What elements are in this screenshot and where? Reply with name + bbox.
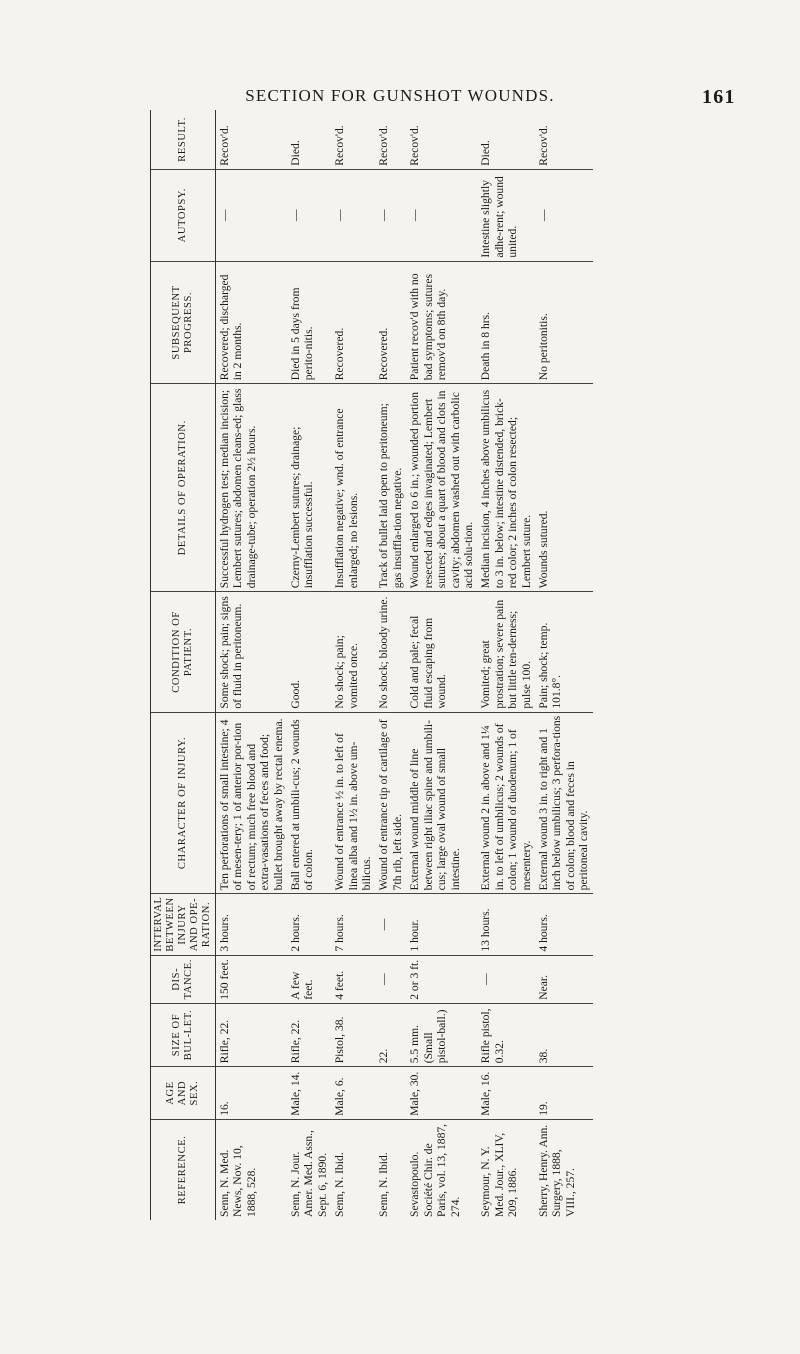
cell-character: Wound of entrance ½ in. to left of linea alba and 1½ in. above um-bilicus.	[331, 712, 375, 894]
cell-interval: 3 hours.	[216, 894, 288, 955]
cell-age-sex: Male, 14.	[287, 1067, 331, 1120]
col-header-character: CHARACTER OF INJURY.	[151, 712, 216, 894]
cell-size: Rifle, 22.	[287, 1003, 331, 1066]
cell-condition: No shock; bloody urine.	[375, 592, 406, 712]
cell-progress: Death in 8 hrs.	[477, 261, 535, 384]
cell-interval: 2 hours.	[287, 894, 331, 955]
cell-interval: 1 hour.	[406, 894, 477, 955]
cell-condition: Some shock; pain; signs of fluid in peritoneum.	[216, 592, 288, 712]
cell-progress: Recovered; discharged in 2 months.	[216, 261, 288, 384]
cell-character: Ball entered at umbili-cus; 2 wounds of colon.	[287, 712, 331, 894]
cell-autopsy: —	[216, 169, 288, 261]
cell-progress: Patient recov'd with no bad symptoms; sutures remov'd on 8th day.	[406, 261, 477, 384]
cell-reference: Sherry, Henry. Ann. Surgery, 1888, VIII., 257.	[536, 1124, 577, 1217]
col-header-interval: INTERVAL BETWEEN INJURY AND OPE-RATION.	[151, 894, 216, 955]
cell-age-sex: Male, 16.	[477, 1067, 535, 1120]
table-row	[535, 110, 593, 1220]
cell-character: External wound 3 in. to right and 1 inch below umbilicus; 3 perfora-tions of colon; blood and feces in peritoneal cavity.	[535, 712, 593, 894]
col-header-autopsy: AUTOPSY.	[151, 169, 216, 261]
cell-distance: 150 feet.	[216, 955, 288, 1003]
cell-autopsy: —	[535, 169, 593, 261]
cell-size: Pistol, 38.	[331, 1003, 375, 1066]
col-header-size: SIZE OF BUL-LET.	[151, 1003, 216, 1066]
cell-age-sex: Male, 6.	[331, 1067, 375, 1120]
col-header-distance: DIS-TANCE.	[151, 955, 216, 1003]
cell-reference: Senn, N. Ibid.	[333, 1152, 347, 1217]
cell-autopsy: —	[375, 169, 406, 261]
col-header-reference: REFERENCE.	[151, 1119, 216, 1220]
cell-size: Rifle pistol, 0.32.	[477, 1003, 535, 1066]
cell-details: Track of bullet laid open to peritoneum; gas insuffla-tion negative.	[375, 384, 406, 592]
cell-result: Recov'd.	[375, 110, 406, 169]
cell-interval: 4 hours.	[535, 894, 593, 955]
running-head: SECTION FOR GUNSHOT WOUNDS.	[245, 86, 555, 105]
cell-result: Recov'd.	[216, 110, 288, 169]
cell-progress: No peritonitis.	[535, 261, 593, 384]
table-row	[331, 110, 375, 1220]
cell-distance: 4 feet.	[331, 955, 375, 1003]
table-row	[216, 110, 288, 1220]
col-header-progress: SUBSEQUENT PROGRESS.	[151, 261, 216, 384]
cell-condition: Pain; shock; temp. 101.8°.	[535, 592, 593, 712]
cell-autopsy: —	[331, 169, 375, 261]
cell-result: Died.	[287, 110, 331, 169]
gunshot-wounds-table	[150, 110, 593, 1220]
cell-age-sex: Male, 30.	[406, 1067, 477, 1120]
cell-size: 38.	[535, 1003, 593, 1066]
cell-reference: Senn, N. Ibid.	[377, 1152, 391, 1217]
cell-reference: Seymour, N. Y. Med. Jour., XLIV, 209, 1886.	[479, 1132, 520, 1217]
cell-condition: Good.	[287, 592, 331, 712]
cell-details: Wound enlarged to 6 in.; wounded portion resected and edges invaginated; Lembert sutures; about a quart of blood and clots in cavity; abdomen washed out with carbolic acid solu-tion.	[406, 384, 477, 592]
col-header-condition: CONDITION OF PATIENT.	[151, 592, 216, 712]
cell-interval: —	[375, 894, 406, 955]
cell-autopsy: Intestine slightly adhe-rent; wound united.	[477, 169, 535, 261]
cell-condition: Vomited; great prostration; severe pain but little ten-derness; pulse 100.	[477, 592, 535, 712]
cell-size: 5.5 mm. (Small pistol-ball.)	[406, 1003, 477, 1066]
cell-reference: Senn, N. Med. News, Nov. 10, 1888, 528.	[218, 1145, 258, 1217]
cell-details: Wounds sutured.	[535, 384, 593, 592]
header-row	[151, 110, 216, 1220]
cell-interval: 7 hours.	[331, 894, 375, 955]
cell-result: Recov'd.	[535, 110, 593, 169]
cell-distance: —	[375, 955, 406, 1003]
cell-distance: 2 or 3 ft.	[406, 955, 477, 1003]
cell-reference: Sevastopoulo. Société Chir. de Paris, vol. 13, 1887, 274.	[408, 1123, 462, 1217]
table-row	[406, 110, 477, 1220]
cell-age-sex: 19.	[535, 1067, 593, 1120]
table-row	[287, 110, 331, 1220]
cell-details: Insufflation negative; wnd. of entrance enlarged; no lesions.	[331, 384, 375, 592]
cell-age-sex	[375, 1067, 406, 1120]
cell-distance: A few feet.	[287, 955, 331, 1003]
cell-result: Died.	[477, 110, 535, 169]
cell-autopsy: —	[287, 169, 331, 261]
col-header-details: DETAILS OF OPERATION.	[151, 384, 216, 592]
table-row	[477, 110, 535, 1220]
cell-character: Ten perforations of small intestine; 4 of mesen-tery; 1 of anterior por-tion of rectum; much free blood and extra-vasations of feces and food; bullet brought away by rectal enema.	[216, 712, 288, 894]
cell-character: External wound middle of line between right iliac spine and umbili-cus; large oval wound of small intestine.	[406, 712, 477, 894]
cell-details: Median incision, 4 inches above umbilicus to 3 in. below; intestine distended, brick-red color; 2 inches of colon resected; Lembert suture.	[477, 384, 535, 592]
cell-details: Successful hydrogen test; median incision; Lembert sutures; abdomen cleans-ed; glass drainage-tube; operation 2½ hours.	[216, 384, 288, 592]
cell-result: Recov'd.	[406, 110, 477, 169]
cell-character: Wound of entrance tip of cartilage of 7th rib, left side.	[375, 712, 406, 894]
cell-result: Recov'd.	[331, 110, 375, 169]
cell-progress: Recovered.	[331, 261, 375, 384]
cell-progress: Died in 5 days from perito-nitis.	[287, 261, 331, 384]
col-header-age-sex: AGE AND SEX.	[151, 1067, 216, 1120]
cell-distance: —	[477, 955, 535, 1003]
table-row	[375, 110, 406, 1220]
cell-details: Czerny-Lembert sutures; drainage; insufflation successful.	[287, 384, 331, 592]
cell-condition: No shock; pain; vomited once.	[331, 592, 375, 712]
cell-size: 22.	[375, 1003, 406, 1066]
cell-age-sex: 16.	[216, 1067, 288, 1120]
cell-reference: Senn, N. Jour. Amer. Med. Assn., Sept. 6, 1890.	[289, 1130, 329, 1217]
page-number: 161	[702, 86, 736, 108]
cell-interval: 13 hours.	[477, 894, 535, 955]
cell-condition: Cold and pale; fecal fluid escaping from wound.	[406, 592, 477, 712]
cell-distance: Near.	[535, 955, 593, 1003]
cell-autopsy: —	[406, 169, 477, 261]
rotated-table-block	[150, 110, 760, 1220]
col-header-result: RESULT.	[151, 110, 216, 169]
cell-size: Rifle, 22.	[216, 1003, 288, 1066]
cell-character: External wound 2 in. above and 1¼ in. to left of umbilicus; 2 wounds of colon; 1 wound of duodenum; 1 of mesentery.	[477, 712, 535, 894]
cell-progress: Recovered.	[375, 261, 406, 384]
